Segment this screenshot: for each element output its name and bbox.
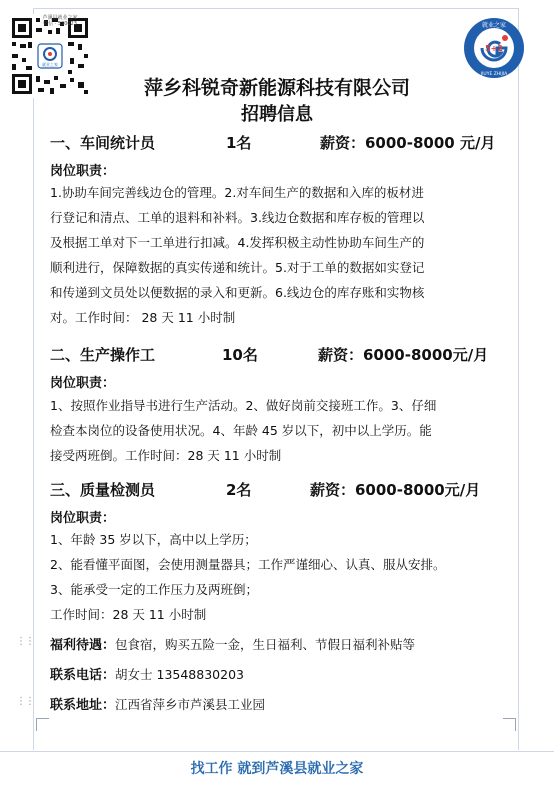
qr-caption (36, 15, 84, 27)
margin-corner-right (503, 718, 516, 731)
job-2-salary: 薪资：6000-8000元/月 (318, 346, 489, 364)
badge-logo-icon (462, 16, 526, 80)
benefits-value: 包食宿，购买五险一金，生日福利、节假日福利补贴等 (115, 637, 416, 652)
job-1-duty-line: 顺利进行，保障数据的真实传递和统计。5.对于工单的数据如实登记 (50, 260, 425, 275)
company-title: 萍乡科锐奇新能源科技有限公司 (143, 77, 410, 99)
qr-logo-text: 就业之家 (42, 62, 58, 67)
benefits-label: 福利待遇： (50, 638, 116, 653)
job-3-duty-line: 2、能看懂平面图，会使用测量器具；工作严谨细心、认真、服从安排。 (50, 557, 446, 572)
job-2-duty-label: 岗位职责： (50, 376, 116, 391)
recruitment-heading: 招聘信息 (241, 104, 313, 125)
margin-corner-left (36, 718, 49, 731)
job-1-salary: 薪资：6000-8000 元/月 (320, 134, 496, 152)
job-1-count: 1名 (226, 134, 252, 152)
qr-caption-title: 芦溪县就业之家 (42, 15, 78, 21)
jiuye-zhijia-badge (462, 16, 526, 80)
page-border-top (33, 8, 519, 9)
drag-handle-icon[interactable]: ⋮⋮ (16, 696, 34, 707)
phone-value: 胡女士 13548830203 (115, 667, 244, 682)
benefits-row (50, 634, 415, 653)
job-1-title: 一、车间统计员 (50, 134, 156, 152)
badge-center-text: 5+2 (485, 44, 503, 53)
job-1-duty-line: 对。工作时间： 28 天 11 小时制 (50, 310, 236, 325)
job-3-title: 三、质量检测员 (50, 481, 156, 499)
job-1-duty-line: 和传递到文员处以便数据的录入和更新。6.线边仓的库存账和实物核 (50, 285, 425, 300)
address-value: 江西省萍乡市芦溪县工业园 (115, 697, 266, 712)
phone-label: 联系电话： (50, 668, 116, 683)
job-3-duties (50, 527, 510, 627)
qr-caption-sub: 微信 · 530023 (43, 21, 77, 27)
job-2-duty-line: 检查本岗位的设备使用状况。4、年龄 45 岁以下，初中以上学历。能 (50, 423, 432, 438)
job-3-duty-label: 岗位职责： (50, 511, 116, 526)
job-3-salary: 薪资：6000-8000元/月 (310, 481, 481, 499)
job-2-duty-line: 1、按照作业指导书进行生产活动。2、做好岗前交接班工作。3、仔细 (50, 398, 437, 413)
footer-slogan: 找工作 就到芦溪县就业之家 (190, 761, 364, 777)
job-3-duty-line: 3、能承受一定的工作压力及两班倒； (50, 582, 258, 597)
job-2-title: 二、生产操作工 (50, 346, 156, 364)
phone-row (50, 664, 244, 683)
job-2-duty-line: 接受两班倒。工作时间：28 天 11 小时制 (50, 448, 282, 463)
job-3-count: 2名 (226, 481, 252, 499)
badge-bottom-text: JIUYE ZHIJIA (480, 72, 508, 77)
job-2-count: 10名 (222, 346, 258, 364)
job-3-duty-line: 1、年龄 35 岁以下，高中以上学历； (50, 532, 257, 547)
job-1-duty-line: 行登记和清点、工单的退料和补料。3.线边仓数据和库存板的管理以 (50, 210, 425, 225)
job-1-duty-line: 及根据工单对下一工单进行扣减。4.发挥积极主动性协助车间生产的 (50, 235, 425, 250)
page-border-bottom (0, 751, 554, 752)
drag-handle-icon[interactable]: ⋮⋮ (16, 636, 34, 647)
badge-top-text: 就业之家 (481, 22, 507, 29)
job-1-duties (50, 180, 510, 330)
address-label: 联系地址： (50, 698, 116, 713)
address-row (50, 694, 265, 713)
job-1-duty-line: 1.协助车间完善线边仓的管理。2.对车间生产的数据和入库的板材进 (50, 185, 424, 200)
job-3-duty-line: 工作时间：28 天 11 小时制 (50, 607, 207, 622)
job-2-duties (50, 393, 510, 468)
job-1-duty-label: 岗位职责： (50, 164, 116, 179)
